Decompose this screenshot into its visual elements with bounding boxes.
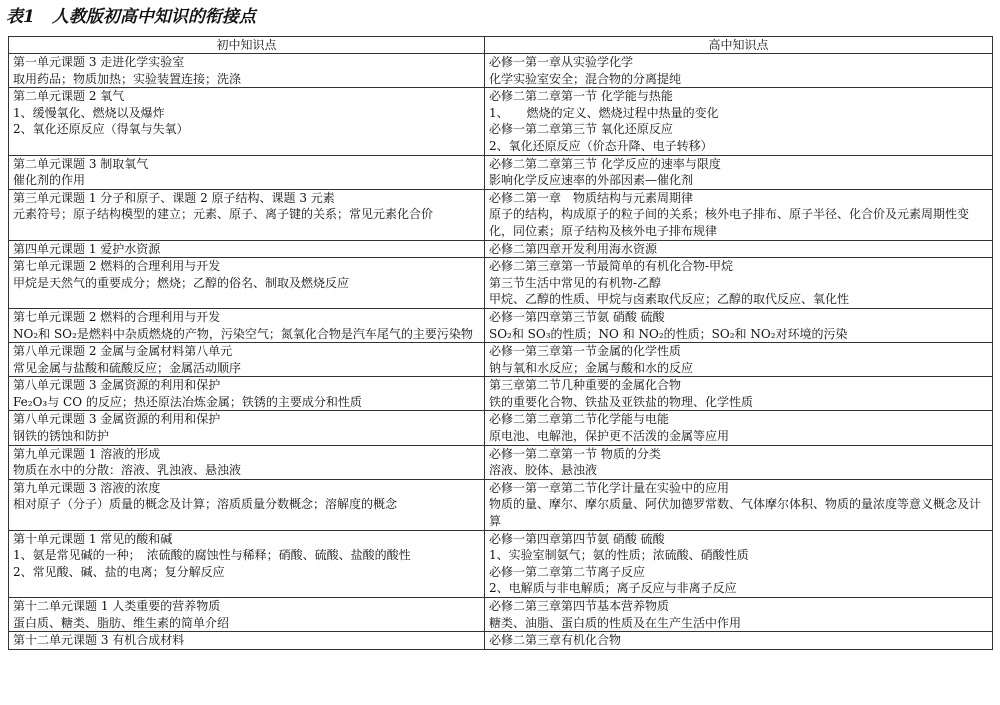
junior-knowledge-cell [9,598,485,632]
junior-knowledge-cell [9,377,485,411]
junior-knowledge-cell [9,632,485,650]
cell-heading: 第十单元课题 1 常见的酸和碱 [13,531,173,546]
senior-knowledge-cell [485,377,993,411]
cell-line: 原电池、电解池，保护更不活泼的金属等应用 [489,429,730,444]
junior-knowledge-cell [9,54,485,88]
cell-heading: 第七单元课题 2 燃料的合理利用与开发 [13,259,221,274]
cell-line: 影响化学反应速率的外部因素—催化剂 [489,173,694,188]
cell-heading: 第二单元课题 3 制取氧气 [13,156,149,171]
cell-line: 2、电解质与非电解质；离子反应与非离子反应 [489,581,737,596]
cell-heading: 必修二第二章第一节 化学能与热能 [489,89,673,104]
junior-knowledge-cell [9,445,485,479]
cell-line: 常见金属与盐酸和硫酸反应；金属活动顺序 [13,360,242,375]
table-row [9,258,993,309]
junior-knowledge-cell [9,155,485,189]
cell-line: 1、缓慢氧化、燃烧以及爆炸 [13,105,165,120]
header-junior: 初中知识点 [9,37,485,54]
cell-heading: 第七单元课题 2 燃料的合理利用与开发 [13,309,221,324]
table-row [9,479,993,530]
junior-knowledge-cell [9,189,485,240]
junior-knowledge-cell [9,411,485,445]
cell-line: 必修一第二章第二节离子反应 [489,564,646,579]
senior-knowledge-cell [485,258,993,309]
table-caption: 表1 人教版初高中知识的衔接点 [6,7,256,27]
cell-heading: 必修一第一章从实验学化学 [489,55,634,69]
table-row [9,88,993,155]
cell-line: 物质的量、摩尔、摩尔质量、阿伏加德罗常数、气体摩尔体积、物质的量浓度等意义概念及计算 [489,497,982,529]
cell-line: 蛋白质、糖类、脂肪、维生素的简单介绍 [13,615,230,630]
table-row [9,308,993,342]
junior-knowledge-cell [9,240,485,258]
senior-knowledge-cell [485,632,993,650]
cell-line: 糖类、油脂、蛋白质的性质及在生产生活中作用 [489,615,742,630]
senior-knowledge-cell [485,155,993,189]
senior-knowledge-cell [485,240,993,258]
table-row [9,411,993,445]
cell-heading: 第三单元课题 1 分子和原子、课题 2 原子结构、课题 3 元素 [13,190,335,205]
senior-knowledge-cell [485,189,993,240]
cell-line: 1、氨是常见碱的一种； 浓硫酸的腐蚀性与稀释；硝酸、硫酸、盐酸的酸性 [13,548,411,563]
cell-line: 钢铁的锈蚀和防护 [13,429,110,444]
cell-line: 2、氧化还原反应（价态升降、电子转移） [489,138,713,153]
senior-knowledge-cell [485,343,993,377]
cell-heading: 必修二第一章 物质结构与元素周期律 [489,190,694,205]
cell-heading: 必修二第四章开发利用海水资源 [489,241,658,256]
senior-knowledge-cell [485,479,993,530]
cell-heading: 第十二单元课题 1 人类重要的营养物质 [13,599,221,613]
cell-line: 甲烷是天然气的重要成分；燃烧；乙醇的俗名、制取及燃烧反应 [13,275,350,290]
cell-line: 化学实验室安全；混合物的分离提纯 [489,71,682,86]
table-row [9,530,993,597]
junior-knowledge-cell [9,530,485,597]
junior-knowledge-cell [9,88,485,155]
table-row [9,377,993,411]
junior-knowledge-cell [9,343,485,377]
cell-line: 溶液、胶体、悬浊液 [489,463,598,478]
cell-heading: 必修一第二章第一节 物质的分类 [489,446,661,461]
cell-line: 必修一第二章第三节 氧化还原反应 [489,122,673,137]
senior-knowledge-cell [485,308,993,342]
cell-heading: 第九单元课题 1 溶液的形成 [13,446,161,461]
cell-line: 1、实验室制氨气；氨的性质；浓硫酸、硝酸性质 [489,548,749,563]
cell-line: 2、氧化还原反应（得氧与失氧） [13,122,189,137]
cell-line: Fe₂O₃与 CO 的反应；热还原法冶炼金属；铁锈的主要成分和性质 [13,394,362,409]
table-row [9,240,993,258]
cell-heading: 必修一第三章第一节金属的化学性质 [489,344,682,359]
senior-knowledge-cell [485,88,993,155]
cell-line: 钠与氧和水反应；金属与酸和水的反应 [489,360,694,375]
cell-heading: 第一单元课题 3 走进化学实验室 [13,55,185,69]
cell-heading: 第四单元课题 1 爱护水资源 [13,241,161,256]
cell-heading: 第八单元课题 3 金属资源的利用和保护 [13,412,221,427]
table-row [9,155,993,189]
cell-line: 物质在水中的分散：溶液、乳浊液、悬浊液 [13,463,242,478]
cell-line: SO₂和 SO₃的性质；NO 和 NO₂的性质；SO₂和 NO₂对环境的污染 [489,326,848,341]
cell-heading: 必修一第四章第三节氨 硝酸 硫酸 [489,309,665,324]
cell-line: 元素符号；原子结构模型的建立；元素、原子、离子键的关系；常见元素化合价 [13,207,434,222]
cell-heading: 必修二第三章有机化合物 [489,633,622,648]
header-senior: 高中知识点 [485,37,993,54]
cell-heading: 第十二单元课题 3 有机合成材料 [13,633,185,648]
cell-line: 催化剂的作用 [13,173,86,188]
senior-knowledge-cell [485,445,993,479]
cell-line: 相对原子（分子）质量的概念及计算；溶质质量分数概念；溶解度的概念 [13,497,398,512]
cell-line: 铁的重要化合物、铁盐及亚铁盐的物理、化学性质 [489,394,754,409]
table-row [9,189,993,240]
table-row [9,54,993,88]
table-header-row [9,37,993,54]
cell-line: 原子的结构，构成原子的粒子间的关系；核外电子排布、原子半径、化合价及元素周期性变化，同位素；原子结构及核外电子排布规律 [489,207,970,238]
junior-knowledge-cell [9,258,485,309]
cell-line: 甲烷、乙醇的性质、甲烷与卤素取代反应；乙醇的取代反应、氧化性 [489,292,850,307]
knowledge-table [8,36,993,650]
cell-line: 第三节生活中常见的有机物-乙醇 [489,275,662,290]
cell-heading: 必修一第一章第二节化学计量在实验中的应用 [489,480,730,495]
junior-knowledge-cell [9,308,485,342]
senior-knowledge-cell [485,598,993,632]
table-row [9,445,993,479]
junior-knowledge-cell [9,479,485,530]
table-row [9,632,993,650]
cell-line: NO₂和 SO₂是燃料中杂质燃烧的产物，污染空气；氮氧化合物是汽车尾气的主要污染物 [13,326,473,341]
cell-heading: 第八单元课题 2 金属与金属材料第八单元 [13,344,233,359]
cell-line: 2、常见酸、碱、盐的电离；复分解反应 [13,564,225,579]
senior-knowledge-cell [485,411,993,445]
table-body [9,54,993,650]
cell-heading: 第八单元课题 3 金属资源的利用和保护 [13,378,221,393]
cell-heading: 第三章第二节几种重要的金属化合物 [489,378,682,393]
cell-heading: 必修二第三章第四节基本营养物质 [489,599,670,613]
cell-line: 取用药品；物质加热；实验装置连接；洗涤 [13,71,242,86]
table-row [9,598,993,632]
senior-knowledge-cell [485,54,993,88]
cell-heading: 第二单元课题 2 氧气 [13,89,125,104]
cell-heading: 必修二第三章第一节最简单的有机化合物-甲烷 [489,259,734,274]
table-row [9,343,993,377]
senior-knowledge-cell [485,530,993,597]
cell-heading: 必修二第二章第二节化学能与电能 [489,412,670,427]
cell-heading: 必修一第四章第四节氨 硝酸 硫酸 [489,531,665,546]
cell-line: 1、 燃烧的定义、燃烧过程中热量的变化 [489,105,719,120]
cell-heading: 必修二第二章第三节 化学反应的速率与限度 [489,156,721,171]
cell-heading: 第九单元课题 3 溶液的浓度 [13,480,161,495]
